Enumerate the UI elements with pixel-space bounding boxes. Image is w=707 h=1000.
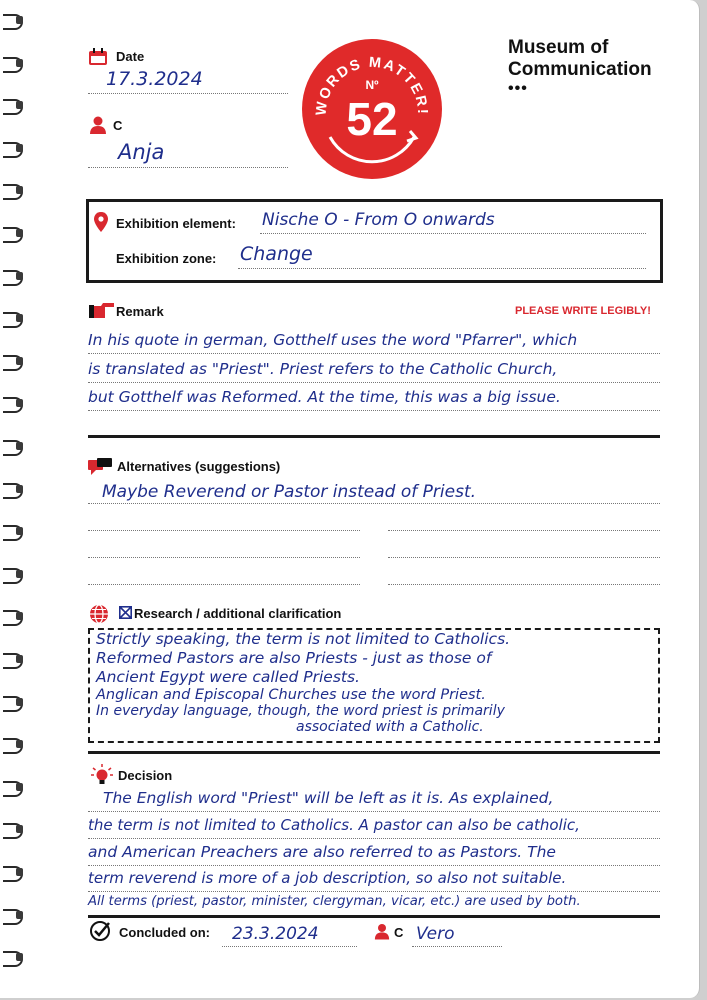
- remark-line: In his quote in german, Gotthelf uses the word "Pfarrer", which: [88, 331, 578, 349]
- map-pin-icon: [94, 212, 108, 232]
- binding-ring: [3, 568, 25, 582]
- research-line: Strictly speaking, the term is not limited to Catholics.: [96, 630, 511, 648]
- concluded-contributor-value: Vero: [416, 924, 455, 944]
- calendar-icon: [88, 48, 108, 66]
- badge-number-symbol: Nº: [365, 78, 379, 92]
- exhibition-element-line: [260, 233, 646, 234]
- contributor-line: [88, 167, 288, 168]
- binding-ring: [3, 14, 25, 28]
- museum-name-line1: Museum of: [508, 37, 609, 58]
- binding-ring: [3, 483, 25, 497]
- exhibition-element-label: Exhibition element:: [116, 216, 236, 231]
- pointing-hand-icon: [89, 302, 115, 320]
- section-divider: [88, 751, 660, 754]
- binding-ring: [3, 99, 25, 113]
- contributor-value: Anja: [118, 140, 165, 164]
- research-line: Ancient Egypt were called Priests.: [96, 668, 360, 686]
- decision-rule: [88, 891, 660, 892]
- remark-line: but Gotthelf was Reformed. At the time, this was a big issue.: [88, 388, 561, 406]
- checkbox-icon: [119, 606, 132, 619]
- decision-rule: [88, 865, 660, 866]
- exhibition-element-value: Nische O - From O onwards: [262, 210, 495, 230]
- exhibition-zone-value: Change: [240, 243, 313, 265]
- exhibition-zone-label: Exhibition zone:: [116, 251, 217, 266]
- research-line: Reformed Pastors are also Priests - just as those of: [96, 649, 492, 667]
- binding-ring: [3, 738, 25, 752]
- binding-ring: [3, 823, 25, 837]
- binding-ring: [3, 184, 25, 198]
- decision-line: All terms (priest, pastor, minister, clergyman, vicar, etc.) are used by both.: [88, 894, 581, 909]
- remark-rule: [88, 353, 660, 354]
- alternatives-line: Maybe Reverend or Pastor instead of Priest.: [102, 482, 477, 502]
- binding-ring: [3, 355, 25, 369]
- binding-ring: [3, 653, 25, 667]
- decision-rule: [88, 838, 660, 839]
- research-line: associated with a Catholic.: [296, 719, 484, 735]
- research-line: In everyday language, though, the word priest is primarily: [96, 703, 505, 719]
- decision-line: and American Preachers are also referred to as Pastors. The: [88, 843, 556, 861]
- decision-line: term reverend is more of a job description, so also not suitable.: [88, 869, 567, 887]
- research-title: Research / additional clarification: [134, 606, 342, 621]
- concluded-contributor-label: C: [394, 925, 404, 940]
- decision-rule: [88, 811, 660, 812]
- globe-icon: [89, 604, 109, 624]
- person-icon: [374, 923, 390, 940]
- remark-line: is translated as "Priest". Priest refers to the Catholic Church,: [88, 360, 558, 378]
- alternatives-rule: [88, 503, 660, 504]
- lightbulb-icon: [91, 764, 113, 786]
- date-value: 17.3.2024: [106, 68, 203, 90]
- binding-ring: [3, 397, 25, 411]
- alternatives-rule: [88, 557, 360, 558]
- alternatives-rule: [388, 557, 660, 558]
- exhibition-zone-line: [238, 268, 646, 269]
- contributor-label: C: [113, 118, 123, 133]
- speech-bubbles-icon: [88, 458, 112, 478]
- binding-ring: [3, 909, 25, 923]
- person-icon: [89, 116, 107, 134]
- binding-ring: [3, 610, 25, 624]
- legibility-notice: PLEASE WRITE LEGIBLY!: [515, 305, 651, 317]
- date-label: Date: [116, 49, 145, 64]
- remark-title: Remark: [116, 304, 164, 319]
- badge-arc-text: WORDS MATTER!: [313, 54, 431, 117]
- decision-line: the term is not limited to Catholics. A pastor can also be catholic,: [88, 816, 580, 834]
- alternatives-rule: [88, 530, 360, 531]
- research-line: Anglican and Episcopal Churches use the word Priest.: [96, 687, 486, 703]
- museum-dots: •••: [508, 80, 528, 97]
- binding-ring: [3, 312, 25, 326]
- words-matter-badge: [300, 37, 444, 181]
- binding-ring: [3, 951, 25, 965]
- binding-ring: [3, 781, 25, 795]
- binding-ring: [3, 270, 25, 284]
- alternatives-rule: [88, 584, 360, 585]
- alternatives-title: Alternatives (suggestions): [117, 459, 281, 474]
- section-divider: [88, 915, 660, 918]
- concluded-date-value: 23.3.2024: [232, 924, 319, 944]
- alternatives-rule: [388, 584, 660, 585]
- binding-ring: [3, 440, 25, 454]
- museum-name-line2: Communication: [508, 59, 652, 80]
- alternatives-rule: [388, 530, 660, 531]
- concluded-date-line: [222, 946, 357, 947]
- binding-ring: [3, 866, 25, 880]
- remark-rule: [88, 382, 660, 383]
- binding-ring: [3, 57, 25, 71]
- remark-rule: [88, 410, 660, 411]
- check-circle-icon: [89, 920, 111, 942]
- binding-ring: [3, 696, 25, 710]
- section-divider: [88, 435, 660, 438]
- badge-number: 52: [346, 93, 398, 145]
- concluded-label: Concluded on:: [119, 925, 210, 940]
- decision-title: Decision: [118, 768, 173, 783]
- date-line: [88, 93, 288, 94]
- decision-line: The English word "Priest" will be left as it is. As explained,: [103, 789, 554, 807]
- binding-ring: [3, 142, 25, 156]
- binding-ring: [3, 227, 25, 241]
- binding-ring: [3, 525, 25, 539]
- concluded-contributor-line: [412, 946, 502, 947]
